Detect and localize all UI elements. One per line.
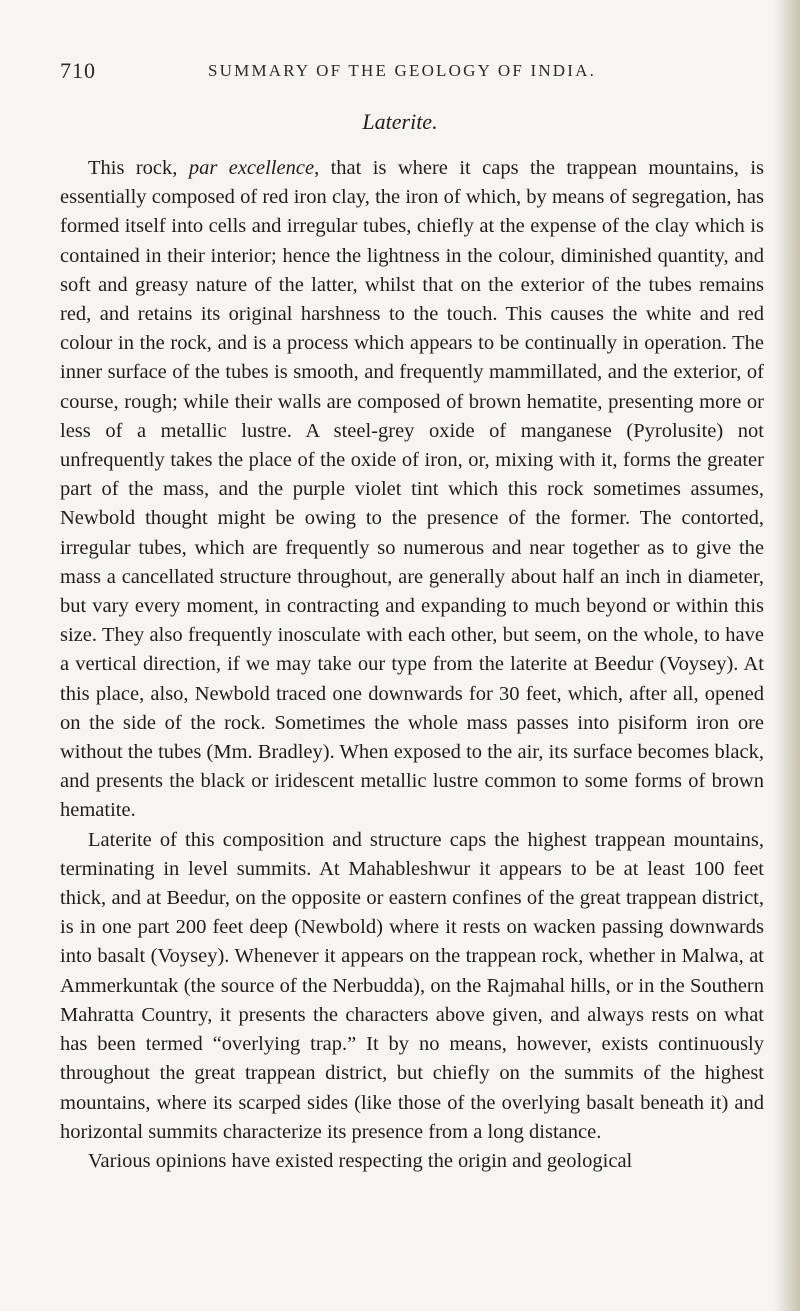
paragraph-2: Laterite of this composition and structure caps the highest trappean mountains, terminating in level summits. At Mahableshwur it appears to be at least 100 feet thick, and at Beedur, on the opposite or eastern confines of the great trappean district, is in one part 200 feet deep (Newbold) where it rests on wacken passing downwards into basalt (Voysey). Whenever it appears on the trappean rock, whether in Malwa, at Ammerkuntak (the source of the Nerbudda), on the Rajmahal hills, or in the Southern Mahratta Country, it presents the characters above given, and always rests on what has been termed “overlying trap.” It by no means, however, exists continuously throughout the great trappean district, but chiefly on the summits of the highest mountains, where its scarped sides (like those of the overlying basalt beneath it) and horizontal summits characterize its presence from a long distance. [60,828,764,1143]
section-title: Laterite. [362,109,438,134]
body-text [60,154,764,1176]
paragraph-1 [60,154,764,826]
paragraph-1-rest: , that is where it caps the trappean mountains, is essentially composed of red iron clay, the iron of which, by means of segregation, has formed itself into cells and irregular tubes, chiefly at the expense of the clay which is contained in their interior; hence the lightness in the colour, diminished quantity, and soft and greasy nature of the latter, whilst that on the exterior of the tubes remains red, and retains its original harshness to the touch. This causes the white and red colour in the rock, and is a process which appears to be continually in operation. The inner surface of the tubes is smooth, and frequently mammillated, and the exterior, of course, rough; while their walls are composed of brown hematite, presenting more or less of a metallic lustre. A steel-grey oxide of manganese (Pyrolusite) not unfrequently takes the place of the oxide of iron, or, mixing with it, forms the greater part of the mass, and the purple violet tint which this rock sometimes assumes, Newbold thought might be owing to the presence of the former. The contorted, irregular tubes, which are frequently so numerous and near together as to give the mass a cancellated structure throughout, are generally about half an inch in diameter, but vary every moment, in contracting and expanding to much beyond or within this size. They also frequently inosculate with each other, but seem, on the whole, to have a vertical direction, if we may take our type from the laterite at Beedur (Voysey). At this place, also, Newbold traced one downwards for 30 feet, which, after all, opened on the side of the rock. Sometimes the whole mass passes into pisiform iron ore without the tubes (Mm. Bradley). When exposed to the air, its surface becomes black, and presents the black or iridescent metallic lustre common to some forms of brown hematite. [60,157,765,822]
running-head: SUMMARY OF THE GEOLOGY OF INDIA. [208,61,597,80]
paragraph-3: Various opinions have existed respecting the origin and geological [88,1149,633,1172]
paragraph-1-start: This rock, [88,157,189,179]
italic-phrase: par excellence [188,157,315,179]
page-header [60,58,760,88]
page-number: 710 [60,58,96,83]
page-edge-shadow [774,0,800,1311]
